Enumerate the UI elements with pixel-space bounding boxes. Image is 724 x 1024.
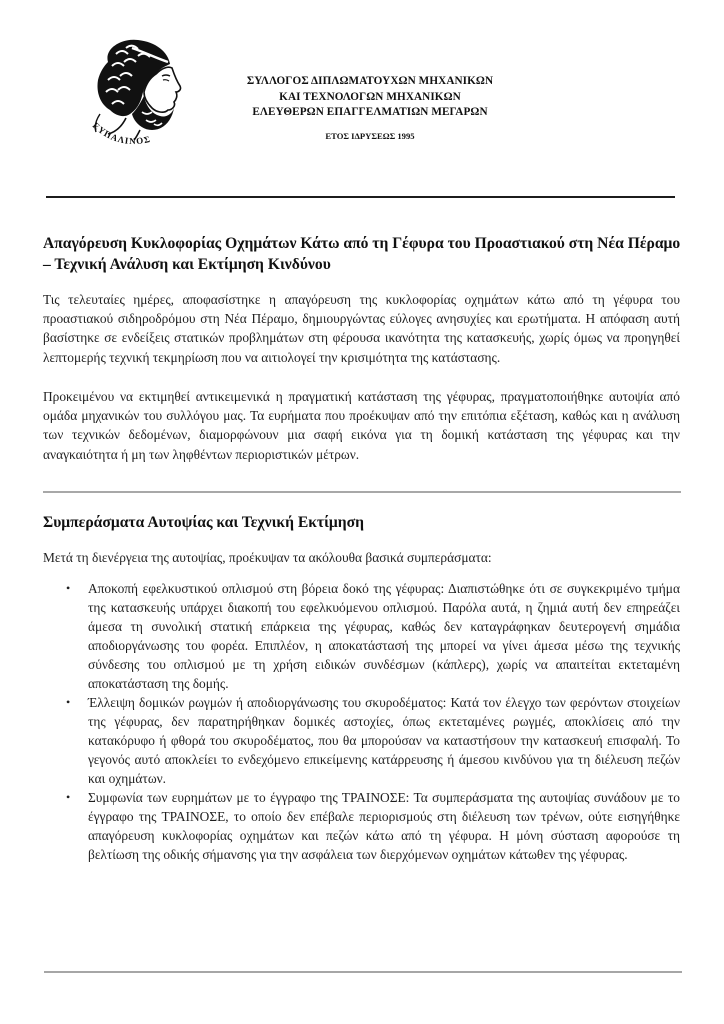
list-item-text: Έλλειψη δομικών ρωγμών ή αποδιοργάνωσης του σκυροδέματος: Κατά τον έλεγχο των φερόντων στοιχείων της γέφυρας, δεν παρατηρήθηκαν δομικές αστοχίες, όπως εκτεταμένες ρωγμές, αποκλίσεις από την κατακόρυφο ή φθορά του σκυροδέματος, που θα μπορούσαν να καταστήσουν την κατασκευή επισφαλή. Το γεγονός αυτό αποκλείει το ενδεχόμενο επικείμενης κατάρρευσης ή άμεσου κινδύνου για τη διέλευση πεζών και οχημάτων. <box>88 695 680 786</box>
founded-year: ΕΤΟΣ ΙΔΡΥΣΕΩΣ 1995 <box>325 130 415 141</box>
section-divider <box>43 491 681 493</box>
association-logo <box>86 34 190 152</box>
intro-paragraph-1: Τις τελευταίες ημέρες, αποφασίστηκε η απαγόρευση της κυκλοφορίας οχημάτων κάτω από τη γέφυρα του προαστιακού σιδηροδρόμου στη Νέα Πέραμο, δημιουργώντας εύλογες ανησυχίες και ερωτήματα. Η απόφαση αυτή βασίστηκε σε ενδείξεις στατικών προβλημάτων στη φέρουσα ικανότητα της κατασκευής, χωρίς όμως να προηγηθεί λεπτομερής τεχνική τεκμηρίωση που να αιτιολογεί την κρισιμότητα της κατάστασης. <box>43 292 680 365</box>
list-item-text: Συμφωνία των ευρημάτων με το έγγραφο της ΤΡΑΙΝΟΣΕ: Τα συμπεράσματα της αυτοψίας συνάδουν με το έγγραφο της ΤΡΑΙΝΟΣΕ, το οποίο δεν επέβαλε περιορισμούς στη διέλευση των τρένων, ούτε εισηγήθηκε απαγόρευση κυκλοφορίας οχημάτων και πεζών κάτω από τη γέφυρα. Η μόνη σύσταση αφορούσε τη βελτίωση της οδικής σήμανσης για την ασφάλεια των διερχόμενων οχημάτων κάτωθεν της γέφυρας. <box>88 790 680 862</box>
document-title: Απαγόρευση Κυκλοφορίας Οχημάτων Κάτω από τη Γέφυρα του Προαστιακού στη Νέα Πέραμο – Τεχνική Ανάλυση και Εκτίμηση Κινδύνου <box>43 235 681 273</box>
bullet-icon: • <box>66 790 71 804</box>
list-item <box>0 693 680 788</box>
conclusions-list <box>0 579 724 864</box>
footer-divider <box>44 971 682 973</box>
org-name-line-3: ΕΛΕΥΘΕΡΩΝ ΕΠΑΓΓΕΛΜΑΤΙΩΝ ΜΕΓΑΡΩΝ <box>252 106 488 118</box>
bullet-icon: • <box>66 695 71 709</box>
intro-paragraph-2: Προκειμένου να εκτιμηθεί αντικειμενικά η πραγματική κατάσταση της γέφυρας, πραγματοποιήθηκε αυτοψία από ομάδα μηχανικών του συλλόγου μας. Τα ευρήματα που προέκυψαν από την επιτόπια εξέταση, καθώς και η ανάλυση των τεχνικών δεδομένων, διαμορφώνουν μια σαφή εικόνα για τη δομική κατάσταση της γέφυρας και την αναγκαιότητα ή μη των ληφθέντων περιοριστικών μέτρων. <box>43 389 680 462</box>
section-intro: Μετά τη διενέργεια της αυτοψίας, προέκυψαν τα ακόλουθα βασικά συμπεράσματα: <box>43 550 492 565</box>
list-item-text: Αποκοπή εφελκυστικού οπλισμού στη βόρεια δοκό της γέφυρας: Διαπιστώθηκε ότι σε συγκεκριμένο τμήμα της κατασκευής υπάρχει διακοπή του εφελκυόμενου οπλισμού. Παρόλα αυτά, η ζημιά αυτή δεν επηρεάζει άμεσα τη συνολική στατική επάρκεια της γέφυρας, καθώς δεν καταγράφηκαν δευτερογενή σημάδια αποδιοργάνωσης του φορέα. Επιπλέον, η αποκατάστασή της μπορεί να γίνει άμεσα μέσω της τεχνικής σύνδεσης του οπλισμού με τη χρήση ειδικών συνδέσμων (κάπλερς), χωρίς να απαιτείται εκτεταμένη αποκατάσταση της δομής. <box>88 581 680 691</box>
logo-caption: ΕΥΠΑΛΙΝΟΣ <box>90 120 152 147</box>
list-item <box>0 579 680 693</box>
section-title: Συμπεράσματα Αυτοψίας και Τεχνική Εκτίμηση <box>43 514 364 531</box>
bullet-icon: • <box>66 581 71 595</box>
organization-header <box>200 74 540 142</box>
org-name-line-2: ΚΑΙ ΤΕΧΝΟΛΟΓΩΝ ΜΗΧΑΝΙΚΩΝ <box>279 90 461 103</box>
greek-head-profile-icon <box>86 34 190 152</box>
header-divider <box>46 196 675 198</box>
org-name-line-1: ΣΥΛΛΟΓΟΣ ΔΙΠΛΩΜΑΤΟΥΧΩΝ ΜΗΧΑΝΙΚΩΝ <box>246 75 494 87</box>
list-item <box>0 788 680 864</box>
